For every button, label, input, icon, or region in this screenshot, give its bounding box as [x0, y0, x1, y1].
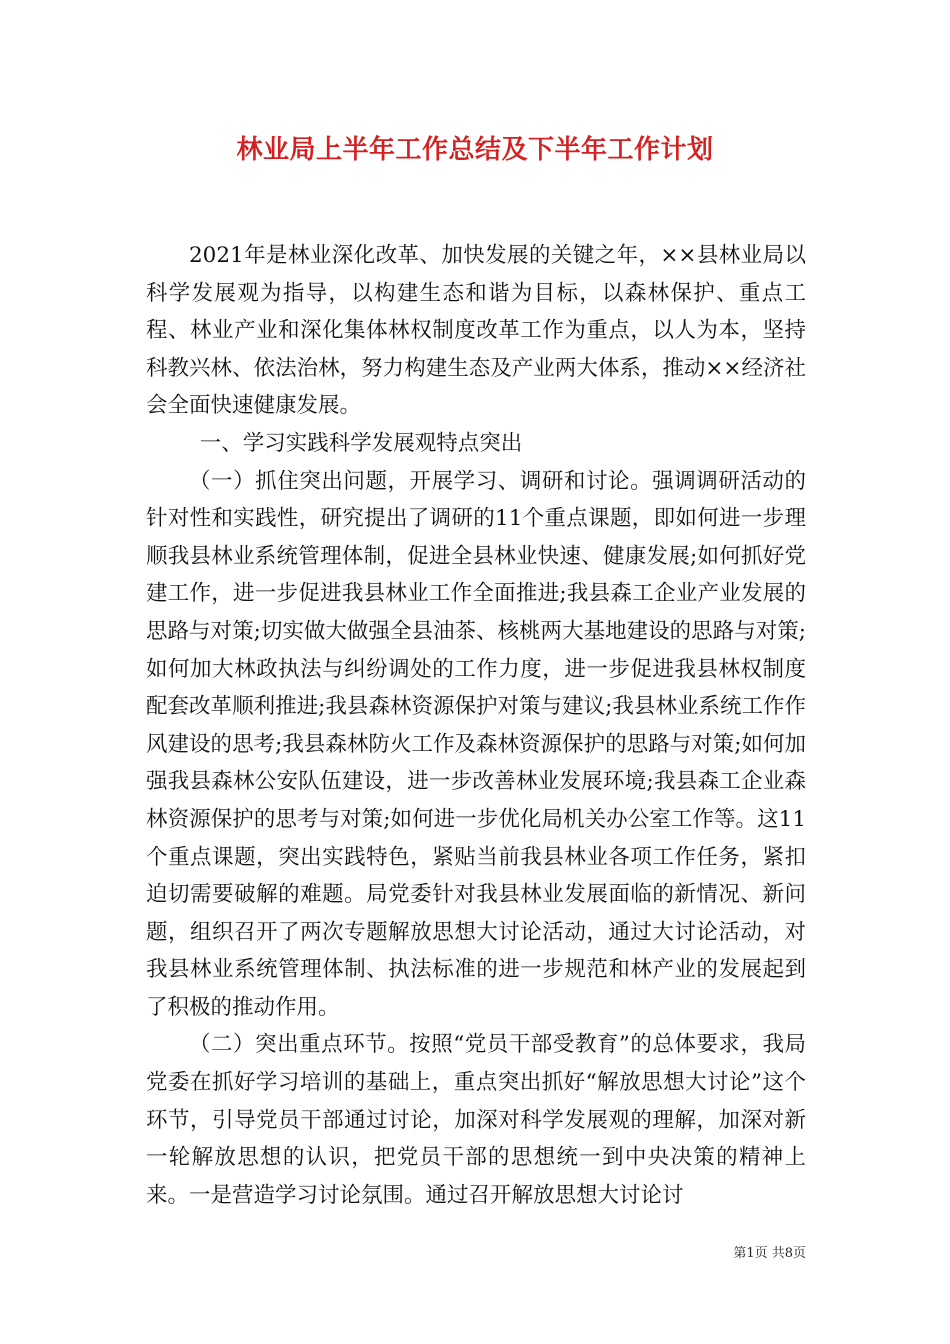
subsection-1-paragraph: （一）抓住突出问题，开展学习、调研和讨论。强调调研活动的针对性和实践性，研究提出了调研的11个重点课题，即如何进一步理顺我县林业系统管理体制，促进全县林业快速、健康发展;如何抓好党建工作，进一步促进我县林业工作全面推进;我县森工企业产业发展的思路与对策;切实做大做强全县油茶、核桃两大基地建设的思路与对策;如何加大林政执法与纠纷调处的工作力度，进一步促进我县林权制度配套改革顺利推进;我县森林资源保护对策与建议;我县林业系统工作作风建设的思考;我县森林防火工作及森林资源保护的思路与对策;如何加强我县森林公安队伍建设，进一步改善林业发展环境;我县森工企业森林资源保护的思考与对策;如何进一步优化局机关办公室工作等。这11个重点课题，突出实践特色，紧贴当前我县林业各项工作任务，紧扣迫切需要破解的难题。局党委针对我县林业发展面临的新情况、新问题，组织召开了两次专题解放思想大讨论活动，通过大讨论活动，对我县林业系统管理体制、执法标准的进一步规范和林产业的发展起到了积极的推动作用。 — [146, 468, 806, 1020]
document-title: 林业局上半年工作总结及下半年工作计划 — [236, 135, 714, 165]
subsection-2-paragraph: （二）突出重点环节。按照“党员干部受教育”的总体要求，我局党委在抓好学习培训的基础上，重点突出抓好“解放思想大讨论”这个环节，引导党员干部通过讨论，加深对科学发展观的理解，加深对新一轮解放思想的认识，把党员干部的思想统一到中央决策的精神上来。一是营造学习讨论氛围。通过召开解放思想大讨论讨 — [146, 1032, 806, 1208]
page-number: 第1页 共8页 — [733, 1246, 806, 1261]
intro-paragraph: 2021年是林业深化改革、加快发展的关键之年，××县林业局以科学发展观为指导，以构建生态和谐为目标，以森林保护、重点工程、林业产业和深化集体林权制度改革工作为重点，以人为本，坚持科教兴林、依法治林，努力构建生态及产业两大体系，推动××经济社会全面快速健康发展。 — [146, 243, 806, 419]
document-body — [146, 237, 806, 1214]
section-heading: 一、学习实践科学发展观特点突出 — [199, 430, 523, 456]
